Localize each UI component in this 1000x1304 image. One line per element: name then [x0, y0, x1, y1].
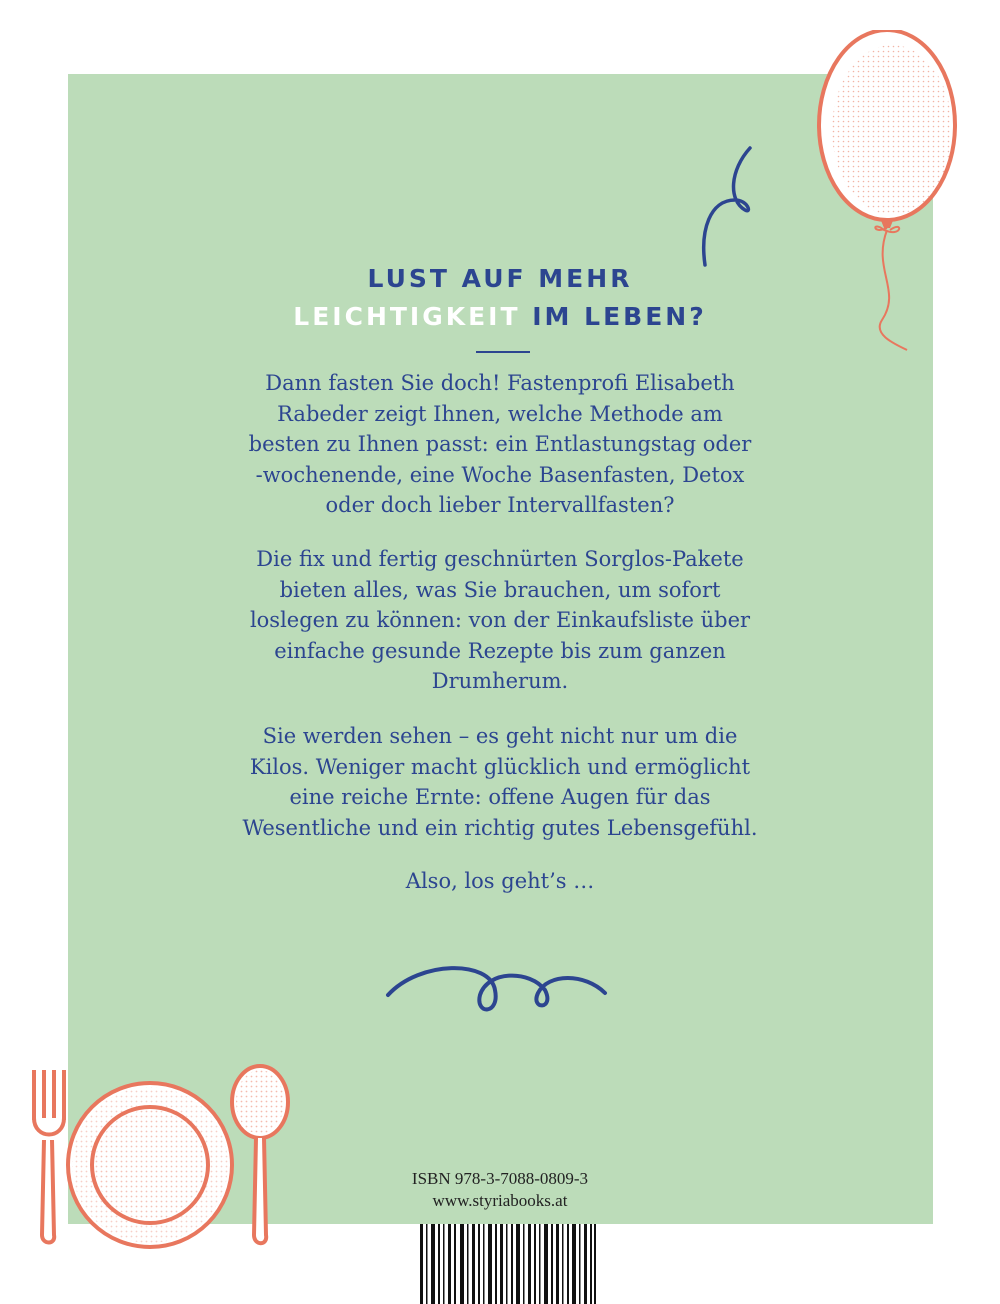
paragraph-1: [150, 368, 850, 521]
isbn-number: ISBN 978-3-7088-0809-3: [411, 1169, 589, 1188]
paragraph-line: Sie werden sehen – es geht nicht nur um die: [262, 724, 738, 748]
publisher-website: www.styriabooks.at: [432, 1191, 568, 1210]
heading-line-1: LUST AUF MEHR: [367, 264, 633, 293]
paragraph-line: -wochenende, eine Woche Basenfasten, Detox: [255, 462, 745, 487]
paragraph-2: [150, 544, 850, 697]
loop-swirl-icon: [380, 955, 620, 1025]
paragraph-line: loslegen zu können: von der Einkaufsliste über: [249, 608, 751, 632]
paragraph-line: Kilos. Weniger macht glücklich und ermöglicht: [249, 754, 751, 779]
heading-line-2: [0, 302, 1000, 331]
ribbon-swirl-icon: [690, 140, 770, 270]
paragraph-4: [150, 866, 850, 897]
paragraph-line: besten zu Ihnen passt: ein Entlastungstag oder: [248, 432, 752, 456]
barcode-icon: [418, 1224, 598, 1304]
paragraph-3: [150, 721, 850, 843]
heading-highlight: LEICHTIGKEIT: [293, 302, 521, 331]
fork-plate-spoon-icon: [20, 1060, 300, 1260]
paragraph-line: oder doch lieber Intervallfasten?: [325, 493, 675, 517]
paragraph-line: eine reiche Ernte: offene Augen für das: [289, 785, 711, 809]
paragraph-line: Drumherum.: [431, 669, 569, 693]
paragraph-line: einfache gesunde Rezepte bis zum ganzen: [274, 638, 726, 663]
heading-rest: IM LEBEN?: [520, 302, 707, 331]
paragraph-line: Rabeder zeigt Ihnen, welche Methode am: [277, 401, 723, 426]
paragraph-line: Also, los geht’s …: [405, 869, 595, 893]
paragraph-line: Dann fasten Sie doch! Fastenprofi Elisabeth: [265, 371, 735, 395]
paragraph-line: Wesentliche und ein richtig gutes Lebensgefühl.: [242, 815, 758, 840]
heading-divider: [476, 351, 530, 353]
paragraph-line: Die fix und fertig geschnürten Sorglos-Pakete: [256, 547, 744, 571]
paragraph-line: bieten alles, was Sie brauchen, um sofort: [279, 577, 721, 602]
